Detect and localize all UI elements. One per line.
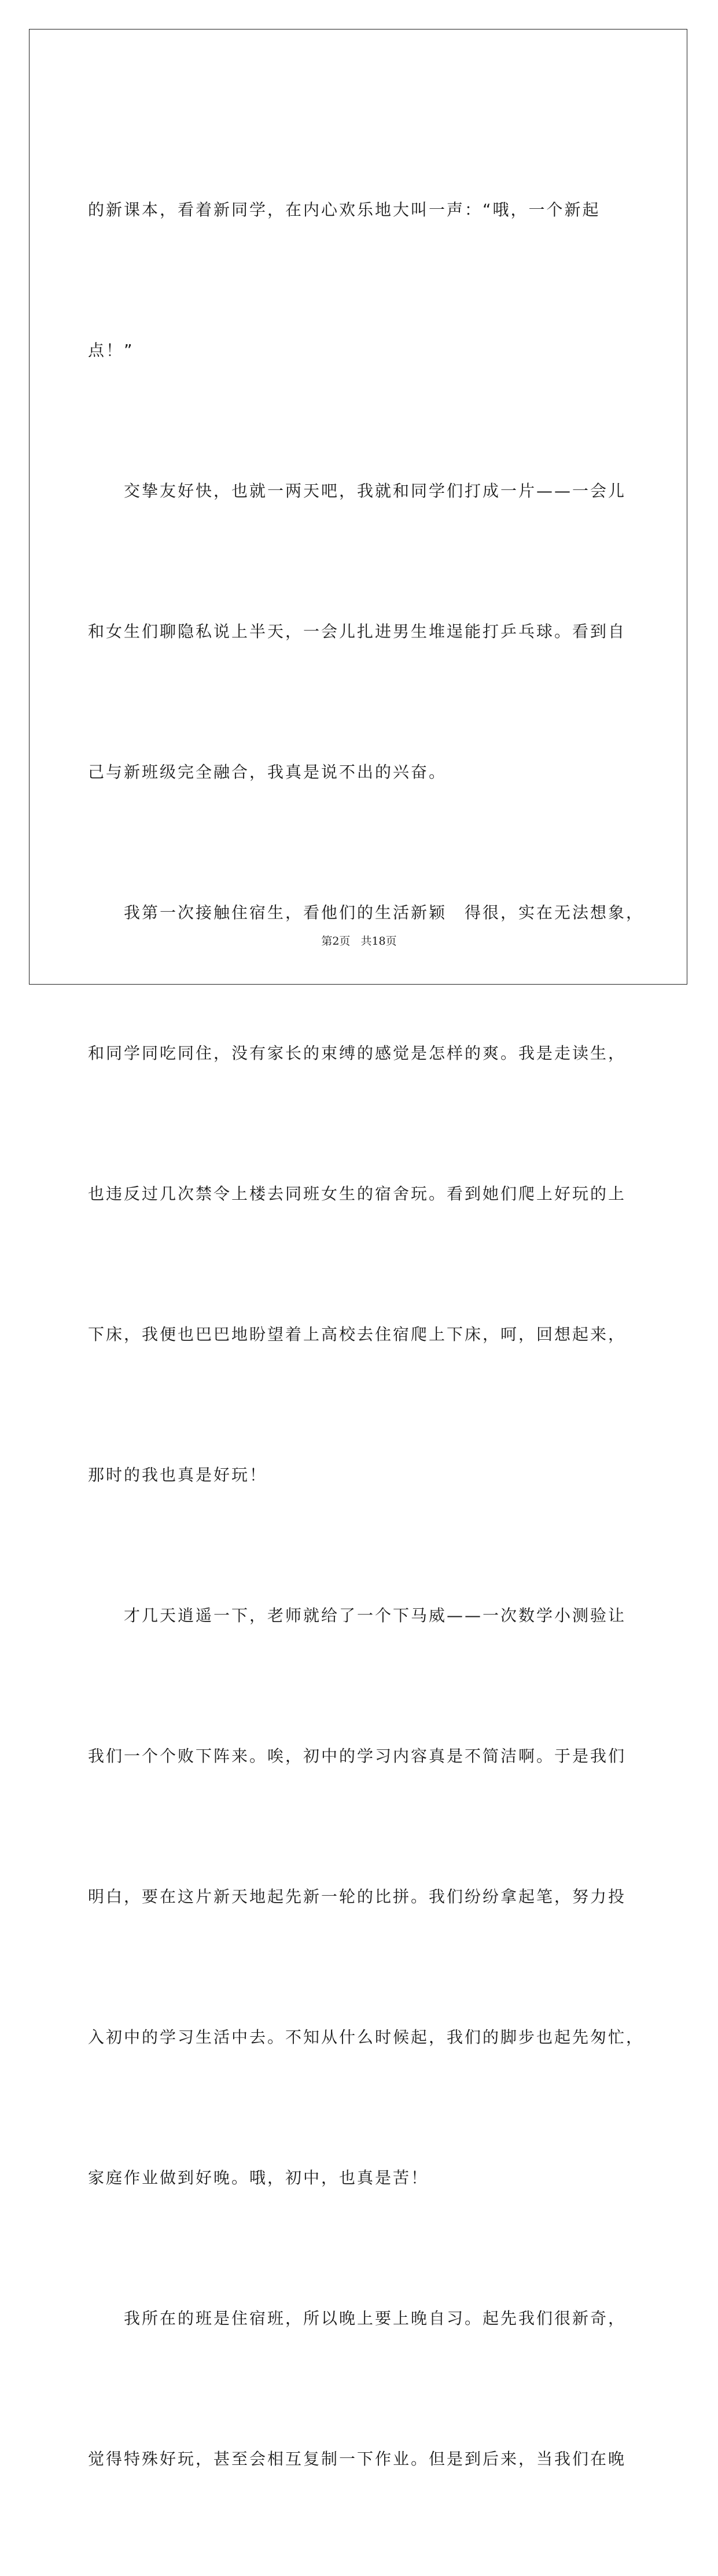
page-footer: [0, 933, 718, 948]
text-line: 下床，我便也巴巴地盼望着上高校去住宿爬上下床，呵，回想起来，: [88, 1325, 627, 1344]
text-line: 己与新班级完全融合，我真是说不出的兴奋。: [88, 762, 447, 782]
text-line: 我所在的班是住宿班，所以晚上要上晚自习。起先我们很新奇，: [88, 2309, 627, 2328]
text-line: 和女生们聊隐私说上半天，一会儿扎进男生堆逞能打乒乓球。看到自: [88, 622, 627, 641]
text-line: 家庭作业做到好晚。哦，初中，也真是苦！: [88, 2168, 429, 2187]
text-line: 我们一个个败下阵来。唉，初中的学习内容真是不简洁啊。于是我们: [88, 1746, 627, 1766]
body-text: [88, 93, 645, 2576]
page-total: 共18页: [360, 935, 397, 948]
text-line: 也违反过几次禁令上楼去同班女生的宿舍玩。看到她们爬上好玩的上: [88, 1184, 627, 1203]
text-line: 那时的我也真是好玩！: [88, 1465, 268, 1484]
text-line: 的新课本，看着新同学，在内心欢乐地大叫一声：“哦，一个新起: [88, 200, 601, 219]
text-line: 和同学同吃同住，没有家长的束缚的感觉是怎样的爽。我是走读生，: [88, 1044, 627, 1063]
text-line: 我第一次接触住宿生，看他们的生活新颖 得很，实在无法想象，: [88, 903, 645, 922]
text-line: 入初中的学习生活中去。不知从什么时候起，我们的脚步也起先匆忙，: [88, 2028, 645, 2047]
text-line: 觉得特殊好玩，甚至会相互复制一下作业。但是到后来，当我们在晚: [88, 2449, 627, 2468]
page-number: 第2页: [321, 935, 351, 948]
text-line: 点！”: [88, 341, 134, 360]
text-line: 明白，要在这片新天地起先新一轮的比拼。我们纷纷拿起笔，努力投: [88, 1887, 627, 1906]
text-line: 才几天逍遥一下，老师就给了一个下马威——一次数学小测验让: [88, 1606, 627, 1625]
text-line: 交挚友好快，也就一两天吧，我就和同学们打成一片——一会儿: [88, 481, 627, 500]
document-body: [88, 93, 645, 2576]
